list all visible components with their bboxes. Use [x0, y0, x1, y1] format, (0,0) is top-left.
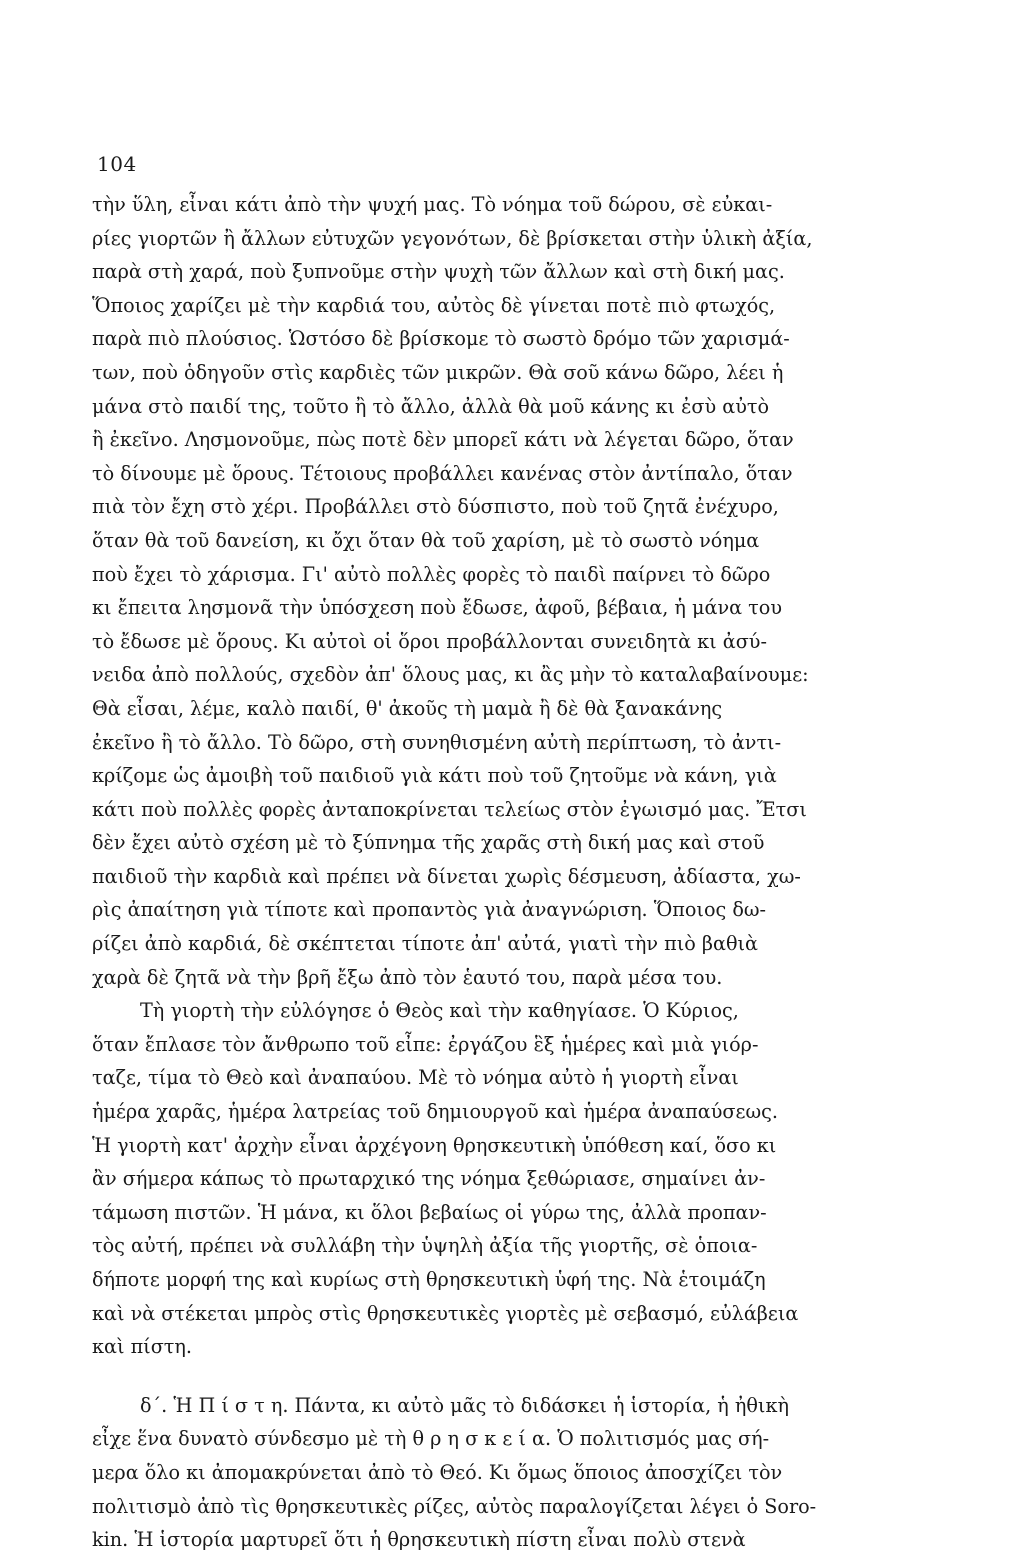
text-line: χαρὰ δὲ ζητᾶ νὰ τὴν βρῆ ἔξω ἀπὸ τὸν ἑαυτό του, παρὰ μέσα του.	[92, 965, 723, 989]
text-line: ὅταν ἔπλασε τὸν ἄνθρωπο τοῦ εἶπε: ἐργάζου ἓξ ἡμέρες καὶ μιὰ γιόρ-	[92, 1032, 759, 1056]
page-number: 104	[97, 152, 137, 176]
text-line: μερα ὅλο κι ἀπομακρύνεται ἀπὸ τὸ Θεό. Κι ὅμως ὅποιος ἀποσχίζει τὸν	[92, 1460, 783, 1484]
text-line: μάνα στὸ παιδί της, τοῦτο ἢ τὸ ἄλλο, ἀλλὰ θὰ μοῦ κάνης κι ἐσὺ αὐτὸ	[92, 394, 770, 418]
text-line: ὅταν θὰ τοῦ δανείση, κι ὄχι ὅταν θὰ τοῦ χαρίση, μὲ τὸ σωστὸ νόημα	[92, 528, 760, 552]
section-delta-paragraph	[92, 1389, 968, 1557]
text-line: δήποτε μορφή της καὶ κυρίως στὴ θρησκευτικὴ ὑφή της. Νὰ ἑτοιμάζη	[92, 1268, 766, 1291]
text-line: Τὴ γιορτὴ τὴν εὐλόγησε ὁ Θεὸς καὶ τὴν καθηγίασε. Ὁ Κύριος,	[140, 999, 739, 1023]
text-line: πιὰ τὸν ἔχη στὸ χέρι. Προβάλλει στὸ δύσπιστο, ποὺ τοῦ ζητᾶ ἐνέχυρο,	[92, 495, 779, 519]
text-line: δὲν ἔχει αὐτὸ σχέση μὲ τὸ ξύπνημα τῆς χαρᾶς στὴ δική μας καὶ στοῦ	[92, 831, 765, 855]
text-line: ἐκεῖνο ἢ τὸ ἄλλο. Τὸ δῶρο, στὴ συνηθισμένη αὐτὴ περίπτωση, τὸ ἀντι-	[92, 730, 782, 754]
text-line: κι ἔπειτα λησμονᾶ τὴν ὑπόσχεση ποὺ ἔδωσε, ἀφοῦ, βέβαια, ἡ μάνα του	[92, 596, 783, 620]
body-text	[92, 188, 968, 1557]
text-line: τὸ ἔδωσε μὲ ὅρους. Κι αὐτοὶ οἱ ὅροι προβάλλονται συνειδητὰ κι ἀσύ-	[92, 629, 767, 653]
text-line: καὶ νὰ στέκεται μπρὸς στὶς θρησκευτικὲς γιορτὲς μὲ σεβασμό, εὐλάβεια	[92, 1301, 799, 1325]
text-line: καὶ πίστη.	[92, 1335, 193, 1359]
text-line: ρὶς ἀπαίτηση γιὰ τίποτε καὶ προπαντὸς γιὰ ἀναγνώριση. Ὅποιος δω-	[92, 898, 767, 922]
text-line: ρίζει ἀπὸ καρδιά, δὲ σκέπτεται τίποτε ἀπ' αὐτά, γιατὶ τὴν πιὸ βαθιὰ	[92, 932, 758, 956]
paragraph-block	[92, 188, 968, 1364]
text-line: εἶχε ἕνα δυνατὸ σύνδεσμο μὲ τὴ θ ρ η σ κ ε ί α. Ὁ πολιτισμός μας σή-	[92, 1427, 770, 1451]
text-line: kin. Ἡ ἱστορία μαρτυρεῖ ὅτι ἡ θρησκευτικὴ πίστη εἶναι πολὺ στενὰ	[92, 1528, 746, 1552]
text-line: των, ποὺ ὁδηγοῦν στὶς καρδιὲς τῶν μικρῶν. Θὰ σοῦ κάνω δῶρο, λέει ἡ	[92, 360, 784, 384]
text-line: νειδα ἀπὸ πολλούς, σχεδὸν ἀπ' ὅλους μας, κι ἂς μὴν τὸ καταλαβαίνουμε:	[92, 663, 809, 687]
text-line: ταζε, τίμα τὸ Θεὸ καὶ ἀναπαύου. Μὲ τὸ νόημα αὐτὸ ἡ γιορτὴ εἶναι	[92, 1066, 739, 1090]
text-line: ἢ ἐκεῖνο. Λησμονοῦμε, πὼς ποτὲ δὲν μπορεῖ κάτι νὰ λέγεται δῶρο, ὅταν	[92, 428, 794, 452]
text-line: ποὺ ἔχει τὸ χάρισμα. Γι' αὐτὸ πολλὲς φορὲς τὸ παιδὶ παίρνει τὸ δῶρο	[92, 562, 771, 586]
text-line: τὸ δίνουμε μὲ ὅρους. Τέτοιους προβάλλει κανένας στὸν ἀντίπαλο, ὅταν	[92, 461, 793, 485]
text-line: Θὰ εἶσαι, λέμε, καλὸ παιδί, θ' ἀκοῦς τὴ μαμὰ ἢ δὲ θὰ ξανακάνης	[92, 696, 723, 720]
text-line: παρὰ πιὸ πλούσιος. Ὡστόσο δὲ βρίσκομε τὸ σωστὸ δρόμο τῶν χαρισμά-	[92, 327, 790, 351]
text-line: παρὰ στὴ χαρά, ποὺ ξυπνοῦμε στὴν ψυχὴ τῶν ἄλλων καὶ στὴ δική μας.	[92, 260, 785, 284]
text-line: Ὅποιος χαρίζει μὲ τὴν καρδιά του, αὐτὸς δὲ γίνεται ποτὲ πιὸ φτωχός,	[92, 293, 776, 317]
text-line: δ΄. Ἡ Π ί σ τ η. Πάντα, κι αὐτὸ μᾶς τὸ διδάσκει ἡ ἱστορία, ἡ ἠθικὴ	[140, 1393, 789, 1417]
text-line: πολιτισμὸ ἀπὸ τὶς θρησκευτικὲς ρίζες, αὐτὸς παραλογίζεται λέγει ὁ Soro-	[92, 1494, 817, 1518]
text-line: ἡμέρα χαρᾶς, ἡμέρα λατρείας τοῦ δημιουργοῦ καὶ ἡμέρα ἀναπαύσεως.	[92, 1100, 778, 1124]
paragraph-gap	[92, 1364, 968, 1389]
text-line: τὸς αὐτή, πρέπει νὰ συλλάβη τὴν ὑψηλὴ ἀξία τῆς γιορτῆς, σὲ ὁποια-	[92, 1234, 758, 1258]
text-line: ρίες γιορτῶν ἢ ἄλλων εὐτυχῶν γεγονότων, δὲ βρίσκεται στὴν ὑλικὴ ἀξία,	[92, 226, 813, 250]
text-line: τάμωση πιστῶν. Ἡ μάνα, κι ὅλοι βεβαίως οἱ γύρω της, ἀλλὰ προπαν-	[92, 1200, 767, 1224]
text-line: Ἡ γιορτὴ κατ' ἀρχὴν εἶναι ἀρχέγονη θρησκευτικὴ ὑπόθεση καί, ὅσο κι	[92, 1133, 777, 1157]
text-line: παιδιοῦ τὴν καρδιὰ καὶ πρέπει νὰ δίνεται χωρὶς δέσμευση, ἀδίαστα, χω-	[92, 864, 801, 888]
text-line: κάτι ποὺ πολλὲς φορὲς ἀνταποκρίνεται τελείως στὸν ἐγωισμό μας. Ἔτσι	[92, 797, 807, 821]
text-line: τὴν ὕλη, εἶναι κάτι ἀπὸ τὴν ψυχή μας. Τὸ νόημα τοῦ δώρου, σὲ εὐκαι-	[92, 193, 773, 216]
text-line: ἂν σήμερα κάπως τὸ πρωταρχικό της νόημα ξεθώριασε, σημαίνει ἀν-	[92, 1167, 766, 1191]
text-line: κρίζομε ὡς ἀμοιβὴ τοῦ παιδιοῦ γιὰ κάτι ποὺ τοῦ ζητοῦμε νὰ κάνη, γιὰ	[92, 764, 777, 788]
